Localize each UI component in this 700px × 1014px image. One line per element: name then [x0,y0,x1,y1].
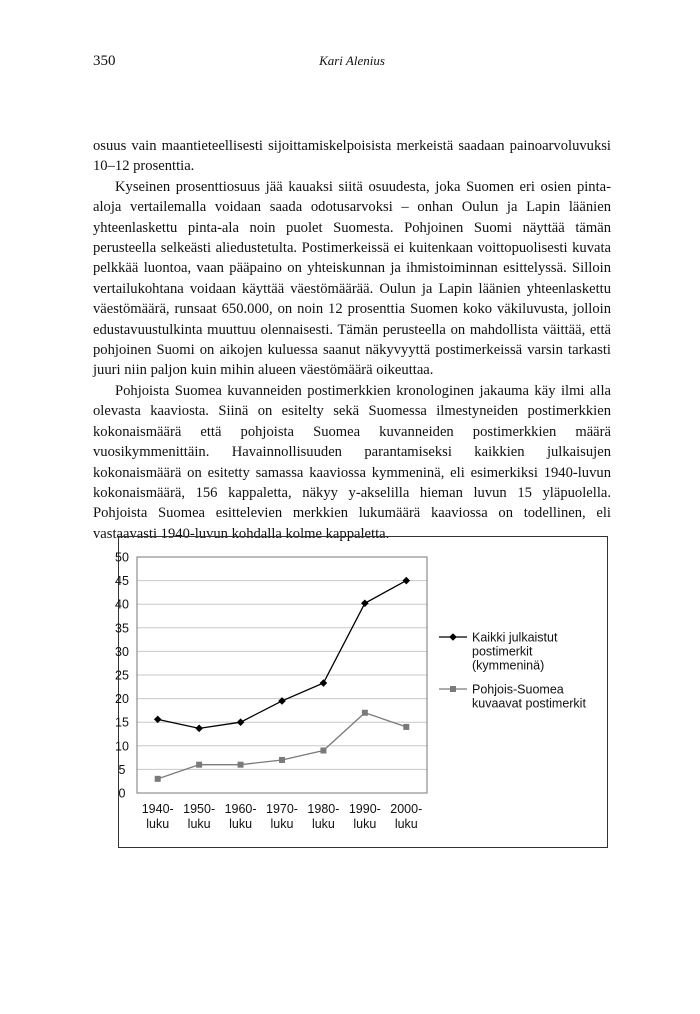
x-tick-label: luku [353,817,377,831]
x-tick-label: 2000- [390,802,423,816]
data-point [279,757,285,763]
y-tick-label: 10 [115,739,129,754]
y-tick-label: 30 [115,644,129,659]
x-tick-label: 1970- [266,802,298,816]
legend-label: Pohjois-Suomea [472,682,564,697]
y-tick-label: 35 [115,621,129,636]
legend-marker [449,633,457,641]
y-tick-label: 45 [115,574,129,589]
x-tick-label: luku [270,817,294,831]
y-tick-label: 0 [118,786,126,801]
legend-label: postimerkit [472,644,533,659]
y-axis-ticks [115,551,129,801]
data-point [361,599,369,607]
data-point [155,776,161,782]
paragraph: Pohjoista Suomea kuvanneiden postimerkkien kronologinen jakauma käy ilmi alla olevasta kaaviosta. Siinä on esitelty sekä Suomessa ilmestyneiden postimerkkien kokonaismäärä että pohjoista Suomea kuvanneiden postimerkkien määrä vuosikymmenittäin. Havainnollisuuden parantamiseksi kaikkien julkaisujen kokonaismäärä on esitetty samassa kaaviossa kymmeninä, eli esimerkiksi 1940-luvun kokonaismäärä, 156 kappaletta, näkyy y-akselilla hieman luvun 15 yläpuolella. Pohjoista Suomea esittelevien merkkien lukumäärä kaaviossa on todellinen, eli vastaavasti 1940-luvun kohdalla kolme kappaletta. [93,382,611,542]
series-line [158,581,407,729]
data-point [238,762,244,768]
data-point [320,748,326,754]
y-tick-label: 15 [115,715,129,730]
y-tick-label: 40 [115,597,129,612]
y-tick-label: 25 [115,668,129,683]
page-header [93,53,611,73]
legend [439,631,586,711]
x-tick-label: 1990- [348,802,381,816]
legend-label: (kymmeninä) [472,658,545,673]
x-tick-label: 1940- [141,802,174,816]
data-point [403,724,409,730]
chart-frame [115,536,608,848]
data-point [402,577,410,585]
body-text [93,136,611,544]
legend-label: kuvaavat postimerkit [472,696,586,711]
page-number: 350 [93,53,116,69]
data-point [320,679,328,687]
legend-label: Kaikki julkaistut [472,630,558,645]
data-point [195,725,203,733]
data-point [237,718,245,726]
data-point [196,762,202,768]
line-chart [115,537,607,847]
x-tick-label: luku [146,817,170,831]
x-tick-label: luku [187,817,211,831]
paragraph: osuus vain maantieteellisesti sijoittamiskelpoisista merkeistä saadaan painoarvoluvuksi 10–12 prosenttia. [93,138,611,175]
x-tick-label: luku [311,817,335,831]
x-tick-label: luku [229,817,253,831]
series-layer [154,577,410,782]
legend-marker [450,686,456,692]
running-head: Kari Alenius [319,53,385,68]
paragraph: Kyseinen prosenttiosuus jää kauaksi siitä osuudesta, joka Suomen eri osien pinta-aloja vertailemalla voidaan saada odotusarvoksi – onhan Oulun ja Lapin läänien yhteenlaskettu pinta-ala noin puolet Suomesta. Pohjoinen Suomi näyttää tämän perusteella selkeästi aliedustetulta. Postimerkeissä ei kuitenkaan voittopuolisesti kuvata pelkkää luontoa, vaan pääpaino on yhteiskunnan ja ihmistoiminnan esittelyssä. Silloin vertailukohtana voidaan käyttää väestömäärää. Oulun ja Lapin läänien yhteenlaskettu väestömäärä, runsaat 650.000, on noin 12 prosenttia Suomen koko väkiluvusta, jolloin edustavuustulkinta muuttuu olennaisesti. Tämän perusteella on mahdollista väittää, että pohjoinen Suomi on aikojen kuluessa saanut näkyvyyttä postimerkeissä varsin tarkasti juuri niin paljon kuin mihin alueen väestömäärä oikeuttaa. [93,178,611,379]
x-tick-label: 1980- [307,802,340,816]
x-tick-label: 1950- [183,802,216,816]
gridlines [137,557,427,769]
y-tick-label: 5 [118,762,126,777]
y-tick-label: 50 [115,550,129,565]
data-point [362,710,368,716]
x-axis-ticks [142,802,423,831]
x-tick-label: luku [394,817,418,831]
y-tick-label: 20 [115,692,129,707]
x-tick-label: 1960- [224,802,257,816]
